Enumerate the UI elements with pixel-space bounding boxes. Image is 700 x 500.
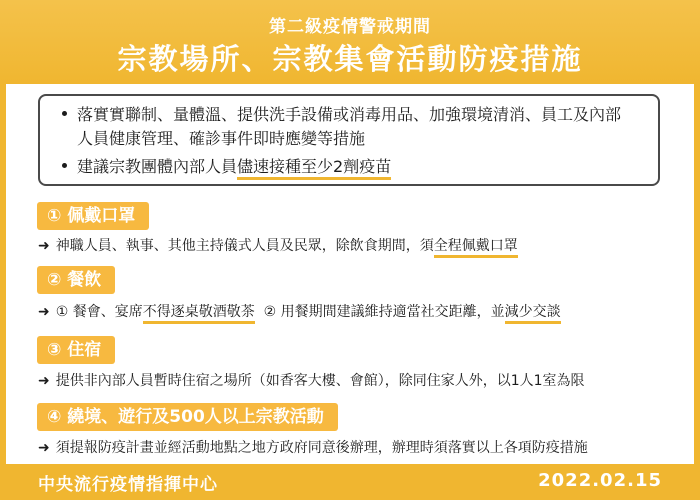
section-heading-lodging: ③ 住宿 — [37, 336, 115, 364]
header-banner — [0, 0, 700, 84]
bullet-dot — [62, 111, 67, 116]
lodging-text: 提供非內部人員暫時住宿之場所（如香客大樓、會館），除同住家人外，以1人1室為限 — [55, 373, 585, 389]
events-text: 須提報防疫計畫並經活動地點之地方政府同意後辦理，辦理時須落實以上各項防疫措施 — [55, 440, 588, 456]
left-border — [0, 84, 6, 464]
arrow-icon: ➜ — [38, 238, 50, 254]
dining-text-2: ② 用餐期間建議維持適當社交距離，並 — [254, 304, 505, 320]
notice-bullet-1-continued — [77, 128, 365, 150]
dining-highlight-1: 不得逐桌敬酒敬茶 — [143, 304, 255, 324]
vaccine-highlight: 儘速接種至少2劑疫苗 — [237, 157, 391, 180]
mask-highlight: 全程佩戴口罩 — [434, 238, 518, 258]
section-text-dining — [38, 302, 561, 322]
notice-bullet-1-line-2: 人員健康管理、確診事件即時應變等措施 — [77, 129, 366, 148]
section-text-events — [38, 438, 588, 458]
organization-name: 中央流行疫情指揮中心 — [38, 475, 218, 495]
notice-bullet-1-line-1: 落實實聯制、量體溫、提供洗手設備或消毒用品、加強環境清消、員工及內部 — [77, 105, 622, 124]
subtitle: 第二級疫情警戒期間 — [269, 17, 431, 37]
publish-date: 2022.02.15 — [538, 470, 662, 491]
notice-bullet-1 — [62, 104, 621, 126]
mask-text: 神職人員、執事、其他主持儀式人員及民眾，除飲食期間，須 — [55, 238, 434, 254]
right-border — [694, 84, 700, 464]
section-heading-dining: ② 餐飲 — [37, 266, 115, 294]
arrow-icon: ➜ — [38, 373, 50, 389]
notice-box — [38, 94, 660, 186]
section-text-lodging — [38, 371, 585, 391]
arrow-icon: ➜ — [38, 440, 50, 456]
page-title: 宗教場所、宗教集會活動防疫措施 — [117, 42, 583, 76]
notice-bullet-2 — [62, 156, 391, 178]
section-text-mask — [38, 236, 518, 256]
dining-text-1: ① 餐會、宴席 — [55, 304, 143, 320]
notice-bullet-2-text: 建議宗教團體內部人員 — [77, 157, 238, 176]
section-heading-events: ④ 繞境、遊行及500人以上宗教活動 — [37, 403, 338, 431]
section-heading-mask: ① 佩戴口罩 — [37, 202, 149, 230]
bullet-dot — [62, 163, 67, 168]
arrow-icon: ➜ — [38, 304, 50, 320]
dining-highlight-2: 減少交談 — [505, 304, 561, 324]
